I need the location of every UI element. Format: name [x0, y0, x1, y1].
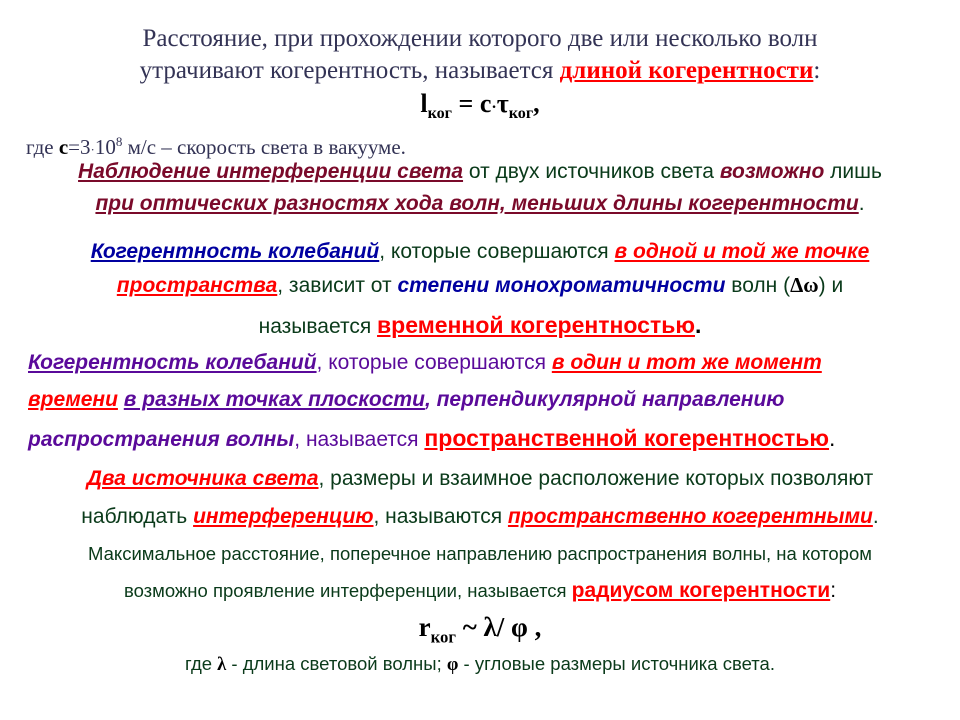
sources-line-2 — [0, 503, 960, 531]
radius-text-2: возможно проявление интерференции, называется — [123, 580, 572, 601]
radius-line-2 — [0, 576, 960, 606]
c-ten: 10 — [94, 135, 116, 159]
observation-period: . — [858, 192, 865, 215]
radius-text-1: Максимальное расстояние, поперечное направлению распространения волны, на котором — [88, 543, 872, 564]
same-point-phrase: в одной и той же точке — [614, 240, 870, 263]
temporal-text-5: называется — [258, 315, 378, 338]
coherence-radius-term: радиусом когерентности — [571, 579, 831, 602]
c-symbol: c — [58, 135, 69, 159]
same-moment-phrase: в один и тот же момент — [551, 351, 822, 374]
spatial-period: . — [829, 425, 836, 451]
lambda-symbol: λ — [217, 655, 227, 675]
perpendicular-phrase: , перпендикулярной направлению — [424, 388, 785, 411]
sources-text-2: наблюдать — [81, 505, 194, 528]
formula-r-subscript: ког — [430, 627, 456, 647]
spatial-line-1 — [28, 349, 938, 377]
time-word: времени — [28, 388, 118, 411]
spatial-line-2 — [28, 386, 938, 414]
phi-symbol: φ — [446, 655, 459, 675]
sources-line-1 — [0, 465, 960, 493]
spatial-text-1: , которые совершаются — [316, 351, 552, 374]
c-exponent: 8 — [115, 134, 123, 149]
interference-observation-term: Наблюдение интерференции света — [78, 160, 464, 183]
path-difference-condition: при оптических разностях хода волн, меньших длины когерентности — [95, 192, 859, 215]
c-dot: · — [90, 142, 95, 157]
formula-eq: = c — [452, 89, 492, 118]
spatial-coherence-term: пространственной когерентностью — [424, 425, 830, 451]
c-equals: =3 — [68, 135, 91, 159]
symbols-where: где — [185, 653, 218, 674]
two-sources-term: Два источника света — [86, 467, 319, 490]
different-points-phrase: в разных точках плоскости — [123, 388, 425, 411]
observation-text-2: лишь — [824, 160, 882, 183]
coherence-length-formula — [0, 88, 960, 130]
formula-l: l — [420, 89, 428, 118]
space-word: пространства — [116, 274, 278, 297]
temporal-text-4: ) и — [818, 274, 844, 297]
formula-tau: τ — [496, 89, 509, 118]
where-label: где — [26, 135, 59, 159]
coherence-radius-formula — [0, 611, 960, 653]
radius-colon: : — [830, 579, 837, 602]
intro-text-2: утрачивают когерентность, называется — [139, 57, 560, 84]
temporal-period: . — [695, 312, 702, 338]
spatial-line-3 — [28, 422, 938, 456]
formula-r-rest: ~ λ/ φ , — [455, 612, 542, 642]
phi-description: - угловые размеры источника света. — [458, 653, 775, 674]
observation-text-1: от двух источников света — [463, 160, 720, 183]
delta-omega-symbol: Δω — [790, 273, 819, 297]
formula-dot: · — [491, 99, 497, 116]
observation-line-2 — [0, 190, 960, 218]
coherence-of-oscillations-term-1: Когерентность колебаний — [90, 240, 380, 263]
intro-line-1 — [0, 24, 960, 54]
temporal-line-1 — [0, 238, 960, 266]
possible-word: возможно — [719, 160, 825, 183]
formula-comma: , — [533, 89, 540, 118]
speed-description: м/с – скорость света в вакууме. — [122, 135, 406, 159]
wave-propagation-phrase: распространения волны — [28, 428, 295, 451]
temporal-text-2: , зависит от — [277, 274, 398, 297]
intro-text-1: Расстояние, при прохождении которого две или несколько волн — [142, 25, 818, 52]
interference-word: интерференцию — [193, 505, 374, 528]
monochromaticity-phrase: степени монохроматичности — [397, 274, 726, 297]
intro-colon: : — [813, 57, 821, 84]
observation-line-1 — [0, 158, 960, 186]
temporal-line-3 — [0, 309, 960, 343]
sources-text-3: , называются — [373, 505, 508, 528]
radius-line-1 — [0, 541, 960, 567]
lambda-description: - длина световой волны; — [226, 653, 447, 674]
coherence-length-term: длиной когерентности — [559, 57, 814, 84]
spatial-text-2: , называется — [294, 428, 425, 451]
symbols-line — [0, 651, 960, 678]
sources-period: . — [872, 505, 879, 528]
spatially-coherent-term: пространственно когерентными — [507, 505, 873, 528]
intro-line-2 — [0, 56, 960, 86]
formula-r: r — [418, 612, 431, 642]
formula-l-subscript: ког — [427, 105, 453, 123]
formula-tau-subscript: ког — [508, 105, 534, 123]
coherence-of-oscillations-term-2: Когерентность колебаний — [28, 351, 317, 374]
sources-text-1: , размеры и взаимное расположение которых позволяют — [318, 467, 874, 490]
temporal-text-3: волн ( — [725, 274, 791, 297]
temporal-coherence-term: временной когерентностью — [377, 312, 695, 338]
temporal-text-1: , которые совершаются — [379, 240, 615, 263]
temporal-line-2 — [0, 271, 960, 300]
